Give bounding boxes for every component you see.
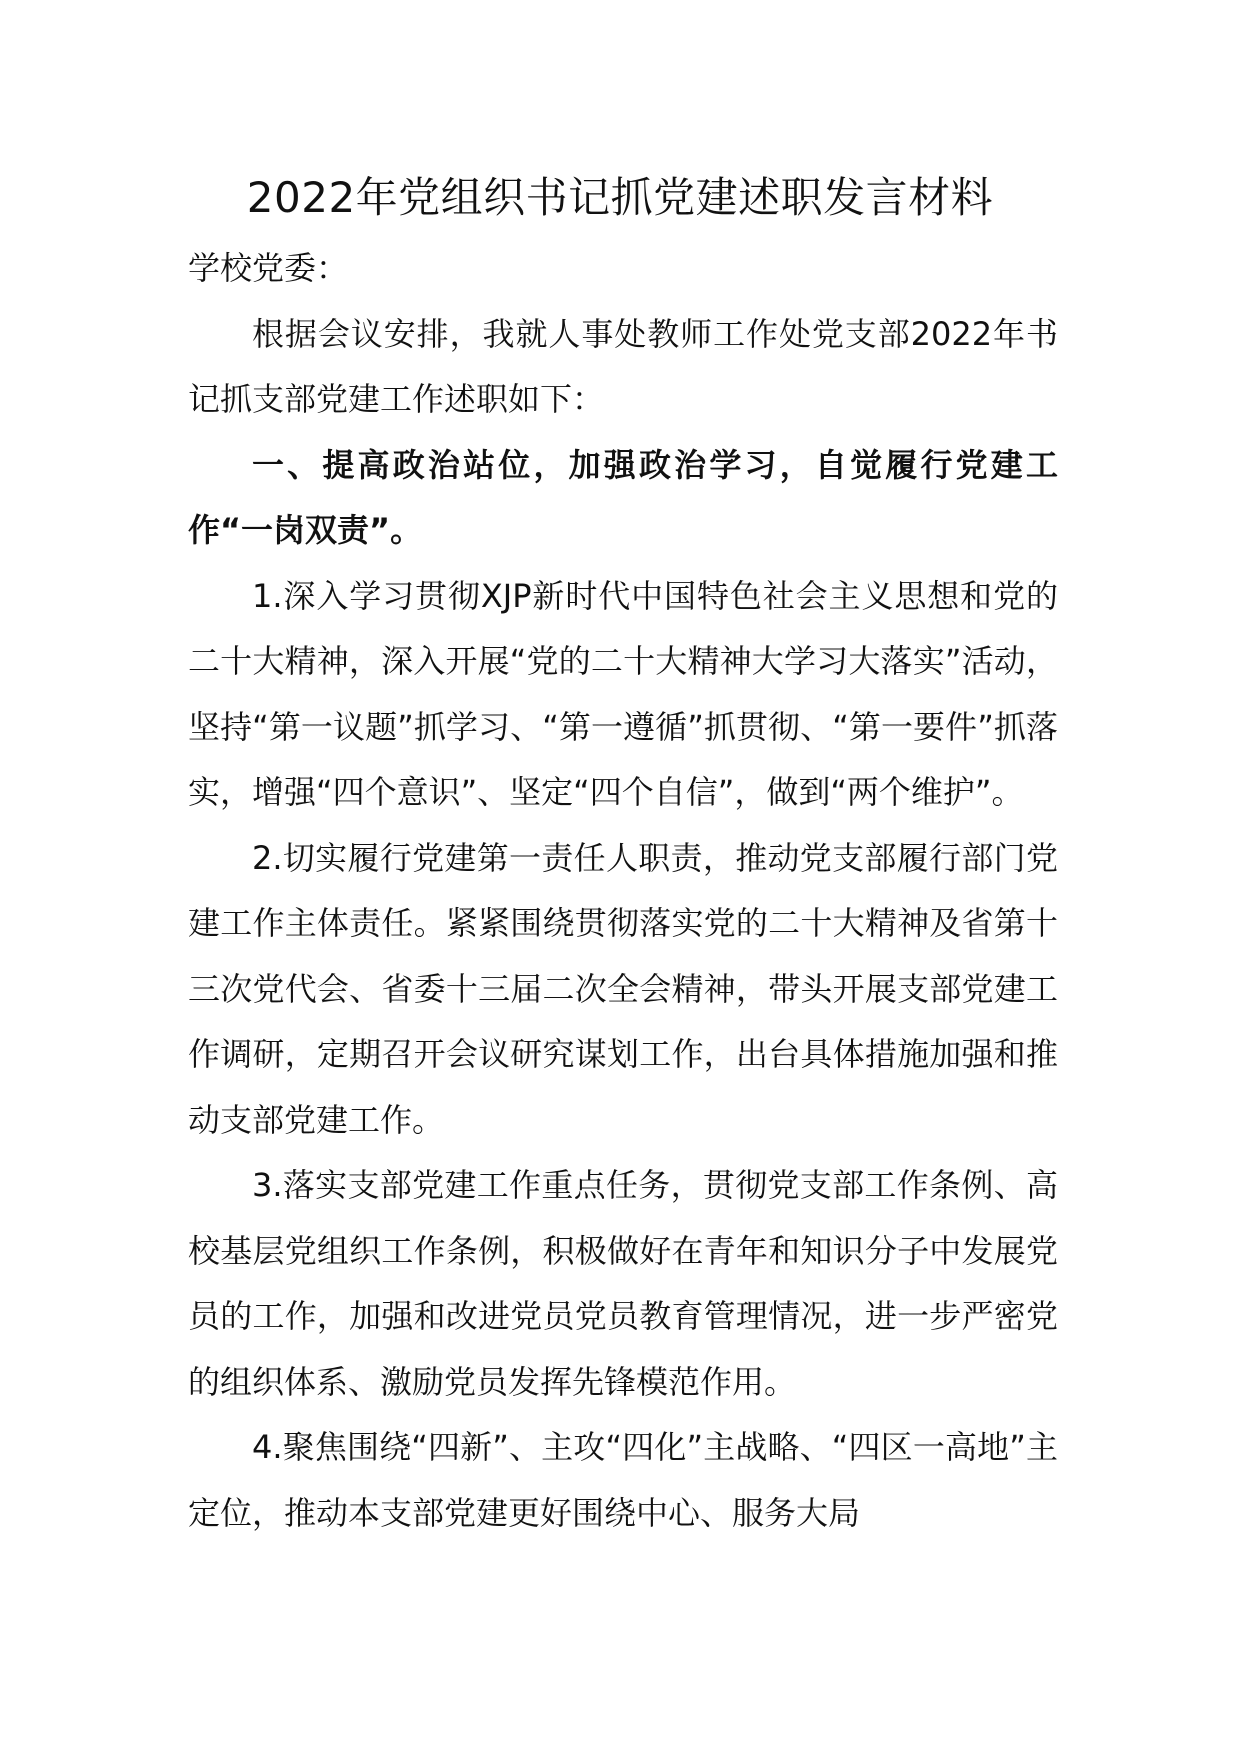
salutation: 学校党委： [188,249,349,287]
paragraph-4: 4.聚焦围绕“四新”、主攻“四化”主战略、“四区一高地”主定位，推动本支部党建更好围绕中心、服务大局 [188,1428,1058,1532]
document-body [188,236,1058,1546]
intro-paragraph: 根据会议安排，我就人事处教师工作处党支部2022年书记抓支部党建工作述职如下： [188,314,1058,418]
paragraph-2: 2.切实履行党建第一责任人职责，推动党支部履行部门党建工作主体责任。紧紧围绕贯彻落实党的二十大精神及省第十三次党代会、省委十三届二次全会精神，带头开展支部党建工作调研，定期召开会议研究谋划工作，出台具体措施加强和推动支部党建工作。 [188,838,1058,1139]
section-heading-1: 一、提高政治站位，加强政治学习，自觉履行党建工作“一岗双责”。 [188,445,1058,549]
paragraph-1: 1.深入学习贯彻XJP新时代中国特色社会主义思想和党的二十大精神，深入开展“党的二十大精神大学习大落实”活动，坚持“第一议题”抓学习、“第一遵循”抓贯彻、“第一要件”抓落实，增强“四个意识”、坚定“四个自信”，做到“两个维护”。 [188,576,1058,811]
document-title: 2022年党组织书记抓党建述职发言材料 [246,173,994,222]
paragraph-3: 3.落实支部党建工作重点任务，贯彻党支部工作条例、高校基层党组织工作条例，积极做好在青年和知识分子中发展党员的工作，加强和改进党员党员教育管理情况，进一步严密党的组织体系、激励党员发挥先锋模范作用。 [188,1166,1058,1401]
